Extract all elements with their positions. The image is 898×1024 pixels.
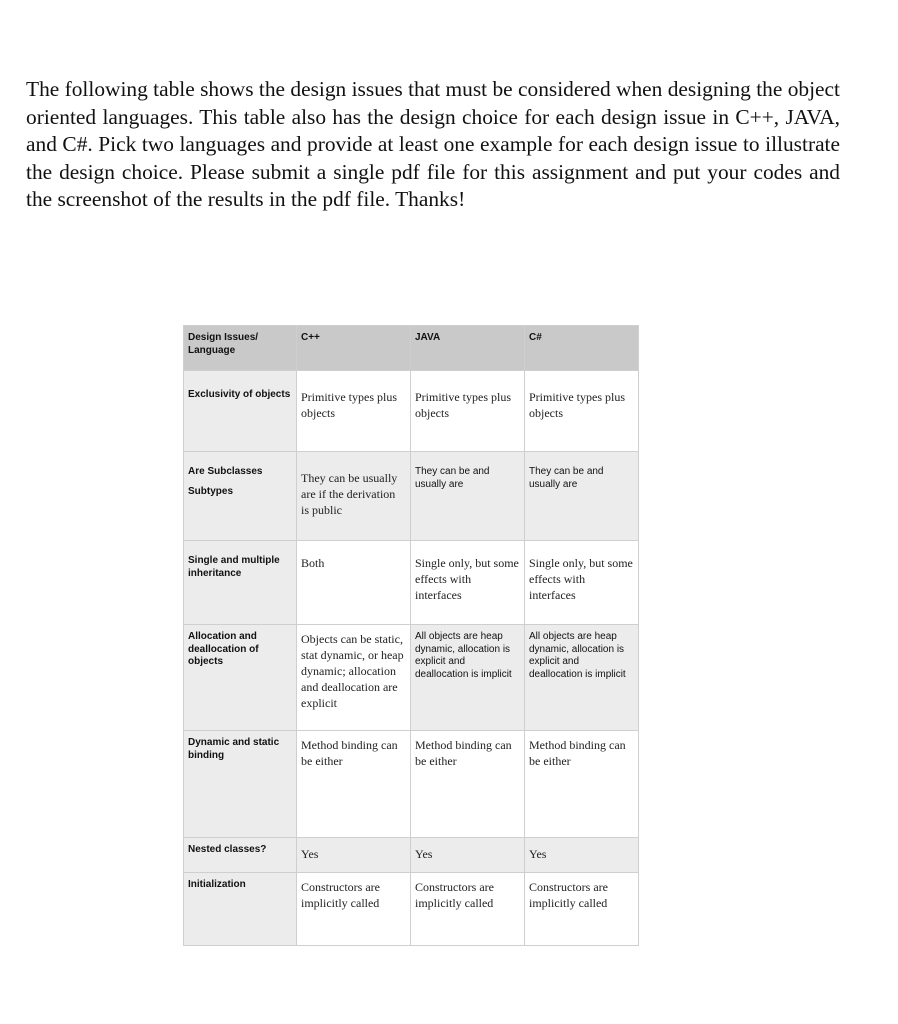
header-design-issues: Design Issues/ Language (184, 326, 297, 371)
cell-cpp: Both (297, 541, 411, 625)
issue-nested: Nested classes? (184, 838, 297, 873)
header-csharp: C# (525, 326, 639, 371)
table-header-row (184, 326, 639, 371)
issue-subclasses (184, 452, 297, 541)
cell-cpp: Primitive types plus objects (297, 371, 411, 452)
table-row (184, 838, 639, 873)
issue-exclusivity: Exclusivity of objects (184, 371, 297, 452)
cell-java: Method binding can be either (411, 731, 525, 838)
table-row (184, 731, 639, 838)
issue-binding: Dynamic and static binding (184, 731, 297, 838)
cell-java: All objects are heap dynamic, allocation is explicit and deallocation is implicit (411, 625, 525, 731)
cell-csharp: All objects are heap dynamic, allocation is explicit and deallocation is implicit (525, 625, 639, 731)
cell-cpp: Yes (297, 838, 411, 873)
issue-inheritance: Single and multiple inheritance (184, 541, 297, 625)
issue-initialization: Initialization (184, 873, 297, 946)
cell-java: Yes (411, 838, 525, 873)
issue-subclasses-line1: Are Subclasses (188, 466, 263, 477)
cell-csharp: Yes (525, 838, 639, 873)
cell-csharp: They can be and usually are (525, 452, 639, 541)
table-row (184, 452, 639, 541)
assignment-instructions: The following table shows the design issues that must be considered when designing the object oriented languages. This table also has the design choice for each design issue in C++, JAVA, and C#. Pick two languages and provide at least one example for each design issue to illustrate the design choice. Please submit a single pdf file for this assignment and put your codes and the screenshot of the results in the pdf file. Thanks! (26, 77, 840, 211)
cell-java: Primitive types plus objects (411, 371, 525, 452)
table-row (184, 873, 639, 946)
cell-java: They can be and usually are (411, 452, 525, 541)
issue-allocation: Allocation and deallocation of objects (184, 625, 297, 731)
cell-java: Single only, but some effects with interfaces (411, 541, 525, 625)
cell-csharp: Single only, but some effects with interfaces (525, 541, 639, 625)
cell-cpp: Objects can be static, stat dynamic, or heap dynamic; allocation and deallocation are explicit (297, 625, 411, 731)
cell-csharp: Primitive types plus objects (525, 371, 639, 452)
table-row (184, 541, 639, 625)
cell-cpp: Constructors are implicitly called (297, 873, 411, 946)
cell-cpp: Method binding can be either (297, 731, 411, 838)
header-java: JAVA (411, 326, 525, 371)
cell-java: Constructors are implicitly called (411, 873, 525, 946)
design-issues-table (183, 325, 639, 946)
cell-csharp: Method binding can be either (525, 731, 639, 838)
cell-cpp: They can be usually are if the derivation is public (297, 452, 411, 541)
table-row (184, 371, 639, 452)
table-row (184, 625, 639, 731)
issue-subclasses-line2: Subtypes (188, 485, 234, 497)
cell-csharp: Constructors are implicitly called (525, 873, 639, 946)
header-cpp: C++ (297, 326, 411, 371)
